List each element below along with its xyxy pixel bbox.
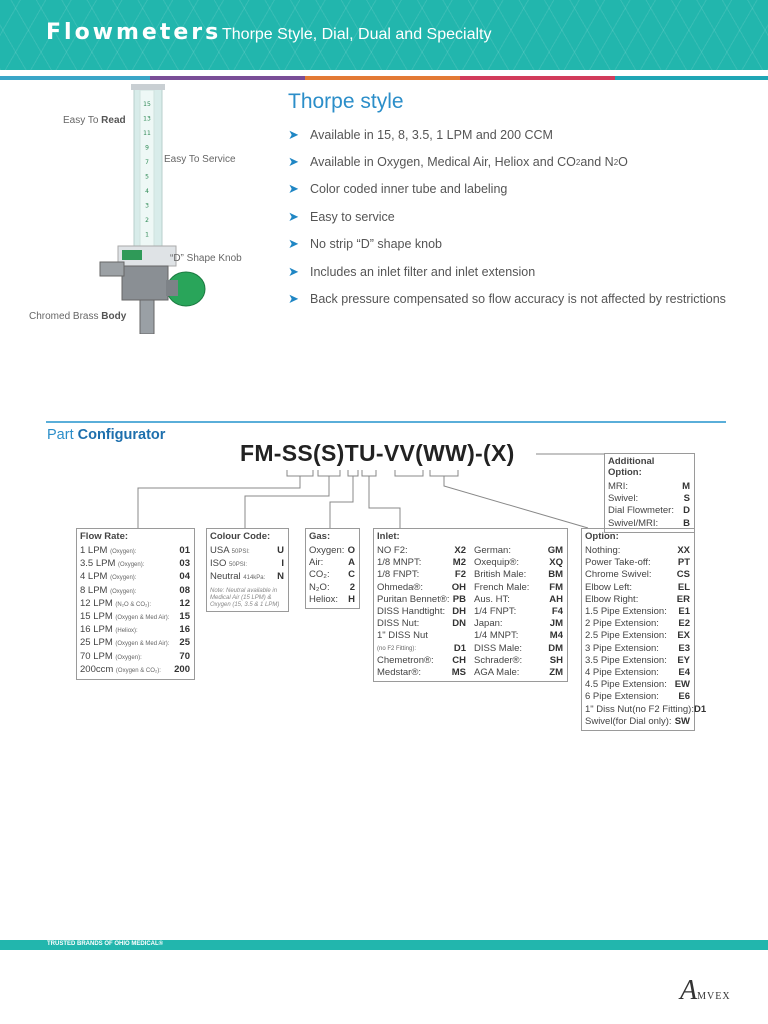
inlet-row: 1/8 FNPT: F2	[377, 569, 466, 581]
accent-bar-5	[615, 76, 768, 80]
gas-row: Oxygen: O	[309, 545, 355, 556]
gas-row: Air: A	[309, 557, 355, 569]
inlet-row: French Male: FM	[474, 581, 563, 593]
option-box	[581, 528, 707, 731]
feature-item: ➤ No strip “D” shape knob	[288, 236, 443, 252]
inlet-box	[373, 528, 568, 682]
inlet-row: AGA Male: ZM	[474, 667, 563, 679]
tube-scale-label: 13	[143, 115, 151, 123]
header-banner	[0, 0, 768, 70]
flowmeter-drawing	[0, 84, 290, 334]
option-row: Nothing: XX	[585, 545, 690, 556]
flow-rate-row: 200ccm (Oxygen & CO₂): 200	[80, 663, 190, 675]
inlet-row: Ohmeda®: OH	[377, 581, 466, 593]
inlet-row: German: GM	[474, 545, 563, 556]
option-row: Dial Flowmeter: D	[608, 505, 690, 517]
page-subtitle: Thorpe Style, Dial, Dual and Specialty	[222, 26, 492, 43]
arrow-bullet-icon: ➤	[288, 236, 299, 252]
thorpe-style-heading: Thorpe style	[288, 90, 404, 113]
flow-rate-row: 12 LPM (N₂O & CO₂): 12	[80, 597, 190, 609]
feature-item: ➤ Available in Oxygen, Medical Air, Heliox and CO 2 and N 2 O	[288, 154, 628, 170]
inlet-row: 1/4 MNPT: M4	[474, 630, 563, 642]
flow-rate-box	[76, 528, 195, 680]
option-row: 1" Diss Nut(no F2 Fitting): D1	[585, 703, 707, 715]
accent-bar-3	[305, 76, 460, 80]
gas-box	[305, 528, 360, 609]
inlet-row: 1/8 MNPT: M2	[377, 557, 466, 569]
amvex-logo: AMVEX	[680, 975, 731, 1006]
section-divider	[46, 421, 726, 423]
additional-option-box	[604, 453, 695, 533]
additional-option-header: Additional Option:	[608, 456, 655, 478]
option-row: 4.5 Pipe Extension: EW	[585, 679, 690, 691]
tube-scale-label: 15	[143, 101, 151, 108]
arrow-bullet-icon: ➤	[288, 126, 299, 142]
tube-scale-label: 5	[145, 173, 149, 181]
option-header: Option:	[585, 531, 619, 542]
flow-rate-row: 25 LPM (Oxygen & Med Air): 25	[80, 637, 190, 649]
tube-scale-label: 11	[143, 130, 151, 137]
option-row: Swivel(for Dial only): SW	[585, 715, 690, 727]
inlet-row: DISS Male: DM	[474, 642, 563, 654]
tube-scale-label: 4	[145, 188, 149, 195]
colour-code-row: ISO 50PSI: I	[210, 558, 284, 570]
feature-item: ➤ Easy to service	[288, 208, 395, 224]
inlet-row: DISS Nut: DN	[377, 618, 466, 630]
option-row: 2.5 Pipe Extension: EX	[585, 630, 690, 642]
tube-scale-label: 2	[145, 217, 149, 224]
inlet-row: British Male: BM	[474, 569, 563, 581]
tube-scale-label: 7	[145, 159, 149, 166]
flow-rate-row: 70 LPM (Oxygen): 70	[80, 650, 190, 662]
inlet-col-right	[466, 545, 563, 679]
inlet-col-left	[377, 545, 466, 679]
gas-row: CO₂: C	[309, 569, 355, 581]
inlet-row: DISS Handtight: DH	[377, 606, 466, 618]
option-row: MRI: M	[608, 481, 690, 492]
inlet-row: Chemetron®: CH	[377, 654, 466, 666]
colour-code-row: Neutral 414kPa: N	[210, 571, 284, 583]
option-row: 4 Pipe Extension: E4	[585, 667, 690, 679]
tube-scale-label: 1	[145, 231, 149, 239]
part-configurator-heading: Part Configurator	[47, 427, 166, 443]
colour-code-row: USA 50PSI: U	[210, 545, 284, 556]
flow-rate-row: 3.5 LPM (Oxygen): 03	[80, 558, 190, 570]
flowmeter-illustration	[0, 84, 290, 334]
inlet-row: Puritan Bennet®: PB	[377, 593, 466, 605]
callout-chromed-brass-body: Chromed Brass Body	[29, 311, 127, 322]
footer-text: TRUSTED BRANDS OF OHIO MEDICAL®	[47, 941, 164, 947]
option-row: 3 Pipe Extension: E3	[585, 642, 690, 654]
part-code: FM-SS(S)TU-VV(WW)-(X)	[240, 440, 515, 466]
accent-bar-1	[0, 76, 150, 80]
colour-code-header: Colour Code:	[210, 531, 271, 542]
flow-rate-row: 8 LPM (Oxygen): 08	[80, 584, 190, 596]
feature-item: ➤ Back pressure compensated so flow accuracy is not affected by restrictions	[288, 291, 726, 307]
flow-rate-row: 1 LPM (Oxygen): 01	[80, 545, 190, 556]
callout-easy-to-read: Easy To Read	[63, 115, 126, 126]
tube-scale-label: 9	[145, 144, 149, 152]
option-row: 6 Pipe Extension: E6	[585, 691, 690, 703]
callout-d-shape-knob: “D” Shape Knob	[170, 253, 242, 264]
gas-row: Heliox: H	[309, 593, 355, 605]
inlet-row: 1/4 FNPT: F4	[474, 606, 563, 618]
inlet-row: Aus. HT: AH	[474, 593, 563, 605]
option-row: Chrome Swivel: CS	[585, 569, 690, 581]
option-row: 3.5 Pipe Extension: EY	[585, 654, 690, 666]
gas-row: N₂O: 2	[309, 581, 355, 593]
feature-list	[288, 121, 726, 313]
accent-bar-2	[150, 76, 305, 80]
colour-code-note: Note: Neutral available in Medical Air (15 LPM) & Oxygen (15, 3.5 & 1 LPM)	[210, 587, 280, 608]
colour-code-box	[206, 528, 289, 612]
flow-rate-row: 15 LPM (Oxygen & Med Air): 15	[80, 611, 190, 623]
option-row: Swivel: S	[608, 493, 690, 505]
inlet-row: Medstar®: MS	[377, 667, 466, 679]
inlet-row: (no F2 Fitting): D1	[377, 642, 466, 654]
option-row: 1.5 Pipe Extension: E1	[585, 606, 690, 618]
page-title: Flowmeters	[46, 20, 222, 45]
inlet-row: Schrader®: SH	[474, 654, 563, 666]
feature-item: ➤ Color coded inner tube and labeling	[288, 181, 508, 197]
accent-bar-4	[460, 76, 615, 80]
flow-rate-row: 16 LPM (Heliox): 16	[80, 624, 190, 636]
inlet-row: Japan: JM	[474, 618, 563, 630]
feature-item: ➤ Includes an inlet filter and inlet extension	[288, 263, 536, 279]
inlet-header: Inlet:	[377, 531, 400, 542]
flow-rate-header: Flow Rate:	[80, 531, 129, 542]
arrow-bullet-icon: ➤	[288, 208, 299, 224]
arrow-bullet-icon: ➤	[288, 154, 299, 170]
option-row: Swivel/MRI: B	[608, 517, 690, 529]
feature-item: ➤ Available in 15, 8, 3.5, 1 LPM and 200 CCM	[288, 126, 553, 142]
option-row: Elbow Right: ER	[585, 593, 690, 605]
tube-scale-label: 3	[145, 202, 149, 210]
arrow-bullet-icon: ➤	[288, 263, 299, 279]
footer-band	[0, 940, 768, 950]
option-row: Power Take-off: PT	[585, 557, 690, 569]
arrow-bullet-icon: ➤	[288, 291, 299, 307]
inlet-row: Oxequip®: XQ	[474, 557, 563, 569]
gas-header: Gas:	[309, 531, 331, 542]
callout-easy-to-service: Easy To Service	[164, 154, 236, 165]
option-row: Elbow Left: EL	[585, 581, 690, 593]
option-row: 2 Pipe Extension: E2	[585, 618, 690, 630]
inlet-row: 1" DISS Nut	[377, 630, 428, 642]
inlet-row: NO F2: X2	[377, 545, 466, 556]
flow-rate-row: 4 LPM (Oxygen): 04	[80, 571, 190, 583]
arrow-bullet-icon: ➤	[288, 181, 299, 197]
